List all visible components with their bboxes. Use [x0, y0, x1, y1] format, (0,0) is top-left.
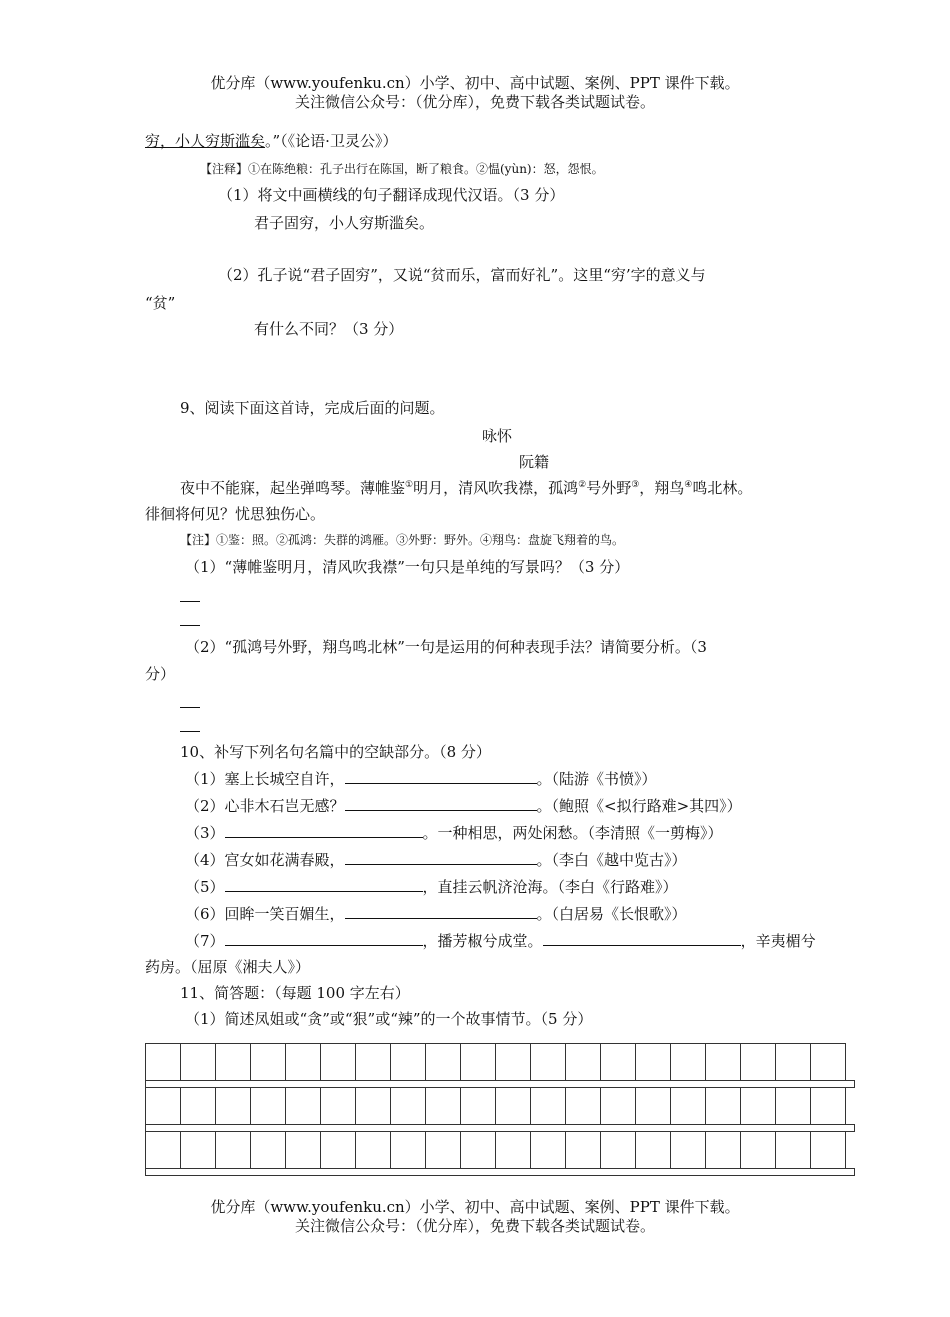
q10-item-4 [185, 849, 687, 870]
fill-blank[interactable] [345, 850, 537, 865]
poem-text: 明月，清风吹我襟，孤鸿 [413, 479, 579, 497]
fill-blank[interactable] [543, 931, 741, 946]
q9-sub2-line-a: （2）“孤鸿号外野，翔鸟鸣北林”一句是运用的何种表现手法？请简要分析。（3 [185, 638, 707, 656]
answer-dash [180, 718, 200, 736]
answer-grid-gap [145, 1168, 855, 1176]
item-text: （4）宫女如花满春殿， [185, 851, 345, 869]
q10-item-2 [185, 795, 742, 816]
poem-line-2: 徘徊将何见？忧思独伤心。 [145, 505, 326, 523]
answer-dash [180, 612, 200, 630]
item-source: ，直挂云帆济沧海。（李白《行路难》） [422, 878, 678, 896]
answer-grid-row-1[interactable] [145, 1043, 846, 1081]
answer-dash [180, 588, 200, 606]
item-text: （3） [185, 824, 225, 842]
footnote-mark: ③ [631, 480, 640, 490]
q8-note: 【注释】①在陈绝粮：孔子出行在陈国，断了粮食。②愠(yùn)：怒，怨恨。 [200, 162, 604, 176]
item-source: 。（鲍照《<拟行路难>其四》） [536, 797, 742, 815]
item-text: （1）塞上长城空自许， [185, 770, 345, 788]
answer-grid-row-3[interactable] [145, 1131, 846, 1169]
fill-blank[interactable] [225, 877, 423, 892]
footnote-mark: ④ [684, 480, 693, 490]
footnote-mark: ② [578, 480, 587, 490]
item-text: （6）回眸一笑百媚生， [185, 905, 345, 923]
q8-quote-line [145, 130, 397, 151]
q8-sub2-line-a: （2）孔子说“君子固穷”，又说“贫而乐，富而好礼”。这里“穷’字的意义与 [218, 266, 706, 284]
fill-blank[interactable] [225, 931, 423, 946]
q8-sub1-sentence: 君子固穷，小人穷斯滥矣。 [254, 214, 435, 232]
answer-grid-row-2[interactable] [145, 1087, 846, 1125]
fill-blank[interactable] [345, 769, 537, 784]
poem-text: 夜中不能寐，起坐弹鸣琴。薄帷鉴 [180, 479, 406, 497]
header-line-1: 优分库（www.youfenku.cn）小学、初中、高中试题、案例、PPT 课件下载。 [210, 74, 740, 92]
q10-intro: 10、补写下列名句名篇中的空缺部分。（8 分） [180, 743, 491, 761]
q8-sub2-line-b: “贫” [145, 294, 176, 312]
q10-item-7 [185, 930, 816, 951]
item-source: 。（白居易《长恨歌》） [536, 905, 687, 923]
q11-sub1: （1）简述凤姐或“贪”或“狠”或“辣”的一个故事情节。（5 分） [185, 1010, 593, 1028]
q8-quote-source: 。”（《论语·卫灵公》） [265, 132, 398, 150]
q8-sub1: （1）将文中画横线的句子翻译成现代汉语。（3 分） [218, 186, 565, 204]
poem-line-1 [180, 477, 752, 498]
q9-note: 【注】①鉴：照。②孤鸿：失群的鸿雁。③外野：野外。④翔鸟：盘旋飞翔着的鸟。 [180, 533, 625, 547]
q9-intro: 9、阅读下面这首诗，完成后面的问题。 [180, 399, 445, 417]
fill-blank[interactable] [345, 796, 537, 811]
footnote-mark: ① [405, 480, 414, 490]
q10-item-5 [185, 876, 678, 897]
poem-text: 号外野 [586, 479, 632, 497]
poem-text: ，翔鸟 [639, 479, 685, 497]
item-text: （7） [185, 932, 225, 950]
item-text: （2）心非木石岂无感？ [185, 797, 345, 815]
fill-blank[interactable] [345, 904, 537, 919]
q10-item-6 [185, 903, 687, 924]
q9-sub1: （1）“薄帷鉴明月，清风吹我襟”一句只是单纯的写景吗？（3 分） [185, 558, 630, 576]
item-text: ，辛夷楣兮 [740, 932, 816, 950]
answer-dash [180, 694, 200, 712]
footer-line-2: 关注微信公众号：（优分库），免费下载各类试题试卷。 [294, 1217, 655, 1235]
poem-title: 咏怀 [482, 427, 513, 445]
q10-item-7-continued: 药房。（屈原《湘夫人》） [145, 958, 311, 976]
q8-underlined-sentence: 穷，小人穷斯滥矣 [145, 132, 266, 150]
poem-text: 鸣北林。 [692, 479, 753, 497]
item-source: 。一种相思，两处闲愁。（李清照《一剪梅》） [422, 824, 723, 842]
q10-item-1 [185, 768, 657, 789]
footer-line-1: 优分库（www.youfenku.cn）小学、初中、高中试题、案例、PPT 课件下载。 [210, 1198, 740, 1216]
item-source: 。（陆游《书愤》） [536, 770, 657, 788]
header-line-2: 关注微信公众号：（优分库），免费下载各类试题试卷。 [294, 93, 655, 111]
q9-sub2-line-b: 分） [145, 665, 176, 683]
q10-item-3 [185, 822, 723, 843]
q11-intro: 11、简答题：（每题 100 字左右） [180, 984, 410, 1002]
item-source: 。（李白《越中览古》） [536, 851, 687, 869]
item-text: （5） [185, 878, 225, 896]
poem-author: 阮籍 [519, 453, 550, 471]
fill-blank[interactable] [225, 823, 423, 838]
item-text: ，播芳椒兮成堂。 [422, 932, 543, 950]
q8-sub2-line-c: 有什么不同？（3 分） [254, 320, 404, 338]
